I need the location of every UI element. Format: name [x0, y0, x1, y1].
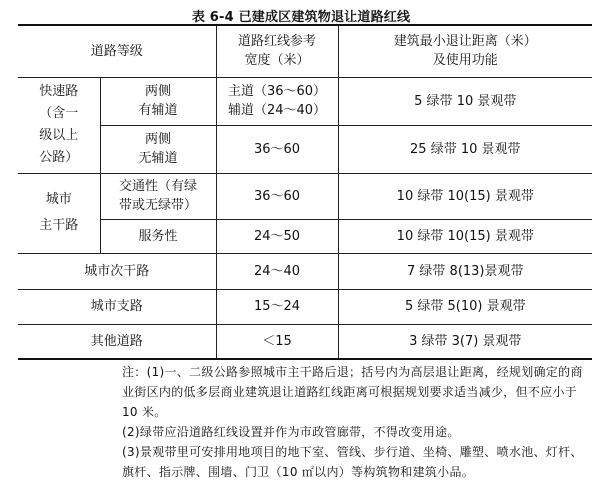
table-row	[18, 253, 592, 289]
table-row	[18, 125, 592, 173]
table-row	[18, 324, 592, 359]
setback-cell: 3 绿带 3(7) 景观带	[338, 324, 592, 359]
setback-cell: 5 绿带 5(10) 景观带	[338, 289, 592, 324]
width-cell: 36～60	[216, 125, 338, 173]
width-cell: 24～50	[216, 219, 338, 253]
group-label-line: 主干路	[39, 218, 79, 233]
sub-type-cell	[100, 77, 216, 125]
road-label-cell: 城市支路	[18, 289, 216, 324]
header-redline-width-line1: 道路红线参考	[238, 34, 317, 50]
width-cell: 36～60	[216, 173, 338, 219]
width-cell: ＜15	[216, 324, 338, 359]
width-line: 辅道（24～40）	[227, 103, 327, 118]
setback-cell: 7 绿带 8(13)景观带	[338, 253, 592, 289]
header-redline-width-line2: 宽度（米）	[244, 53, 310, 69]
width-cell: 24～40	[216, 253, 338, 289]
width-line: 主道（36～60）	[227, 84, 327, 99]
sub-type-cell	[100, 173, 216, 219]
table-row	[18, 219, 592, 253]
sub-type-line: 两侧	[145, 84, 172, 99]
group-label-line: 快速路	[39, 84, 79, 99]
width-cell	[216, 77, 338, 125]
header-setback	[338, 25, 592, 77]
sub-type-cell: 服务性	[100, 219, 216, 253]
header-setback-line1: 建筑最小退让距离（米）	[393, 34, 537, 50]
sub-type-cell	[100, 125, 216, 173]
road-label-cell: 城市次干路	[18, 253, 216, 289]
note-1: 注：(1)一、二级公路参照城市主干路后退；括号内为高层退让距离，经规划确定的商业街区内的低多层商业建筑退让道路红线距离可根据规划要求适当减少，但不应小于 10 米。	[122, 365, 583, 419]
road-label-cell: 其他道路	[18, 324, 216, 359]
header-redline-width	[216, 25, 338, 77]
group-label-line: 公路）	[39, 150, 79, 165]
group-label-line: （含一	[39, 106, 79, 121]
table-notes	[122, 362, 592, 482]
group-label-expressway	[18, 77, 100, 173]
width-cell: 15～24	[216, 289, 338, 324]
group-label-line: 级以上	[39, 128, 79, 143]
sub-type-line: 无辅道	[138, 151, 178, 166]
table-row	[18, 77, 592, 125]
setback-cell: 25 绿带 10 景观带	[338, 125, 592, 173]
table-title: 表 6-4 已建成区建筑物退让道路红线	[191, 10, 411, 25]
sub-type-line: 带或无绿带）	[119, 198, 198, 213]
table-header-row	[18, 25, 592, 77]
sub-type-line: 有辅道	[138, 103, 178, 118]
group-label-main-arterial	[18, 173, 100, 253]
setback-table	[18, 24, 592, 360]
sub-type-line: 两侧	[145, 132, 172, 147]
table-row	[18, 289, 592, 324]
setback-cell: 10 绿带 10(15) 景观带	[338, 219, 592, 253]
group-label-line: 城市	[45, 192, 72, 207]
sub-type-line: 交通性（有绿	[119, 179, 198, 194]
note-2: (2)绿带应沿道路红线设置并作为市政管廊带，不得改变用途。	[122, 425, 460, 439]
note-3: (3)景观带里可安排用地项目的地下室、管线、步行道、坐椅、雕塑、喷水池、灯杆、旗杆、指示牌、围墙、门卫（10 ㎡以内）等构筑物和建筑小品。	[122, 445, 583, 479]
table-row	[18, 173, 592, 219]
header-setback-line2: 及使用功能	[432, 53, 498, 69]
header-road-grade: 道路等级	[18, 25, 216, 77]
setback-cell: 10 绿带 10(15) 景观带	[338, 173, 592, 219]
setback-cell: 5 绿带 10 景观带	[338, 77, 592, 125]
